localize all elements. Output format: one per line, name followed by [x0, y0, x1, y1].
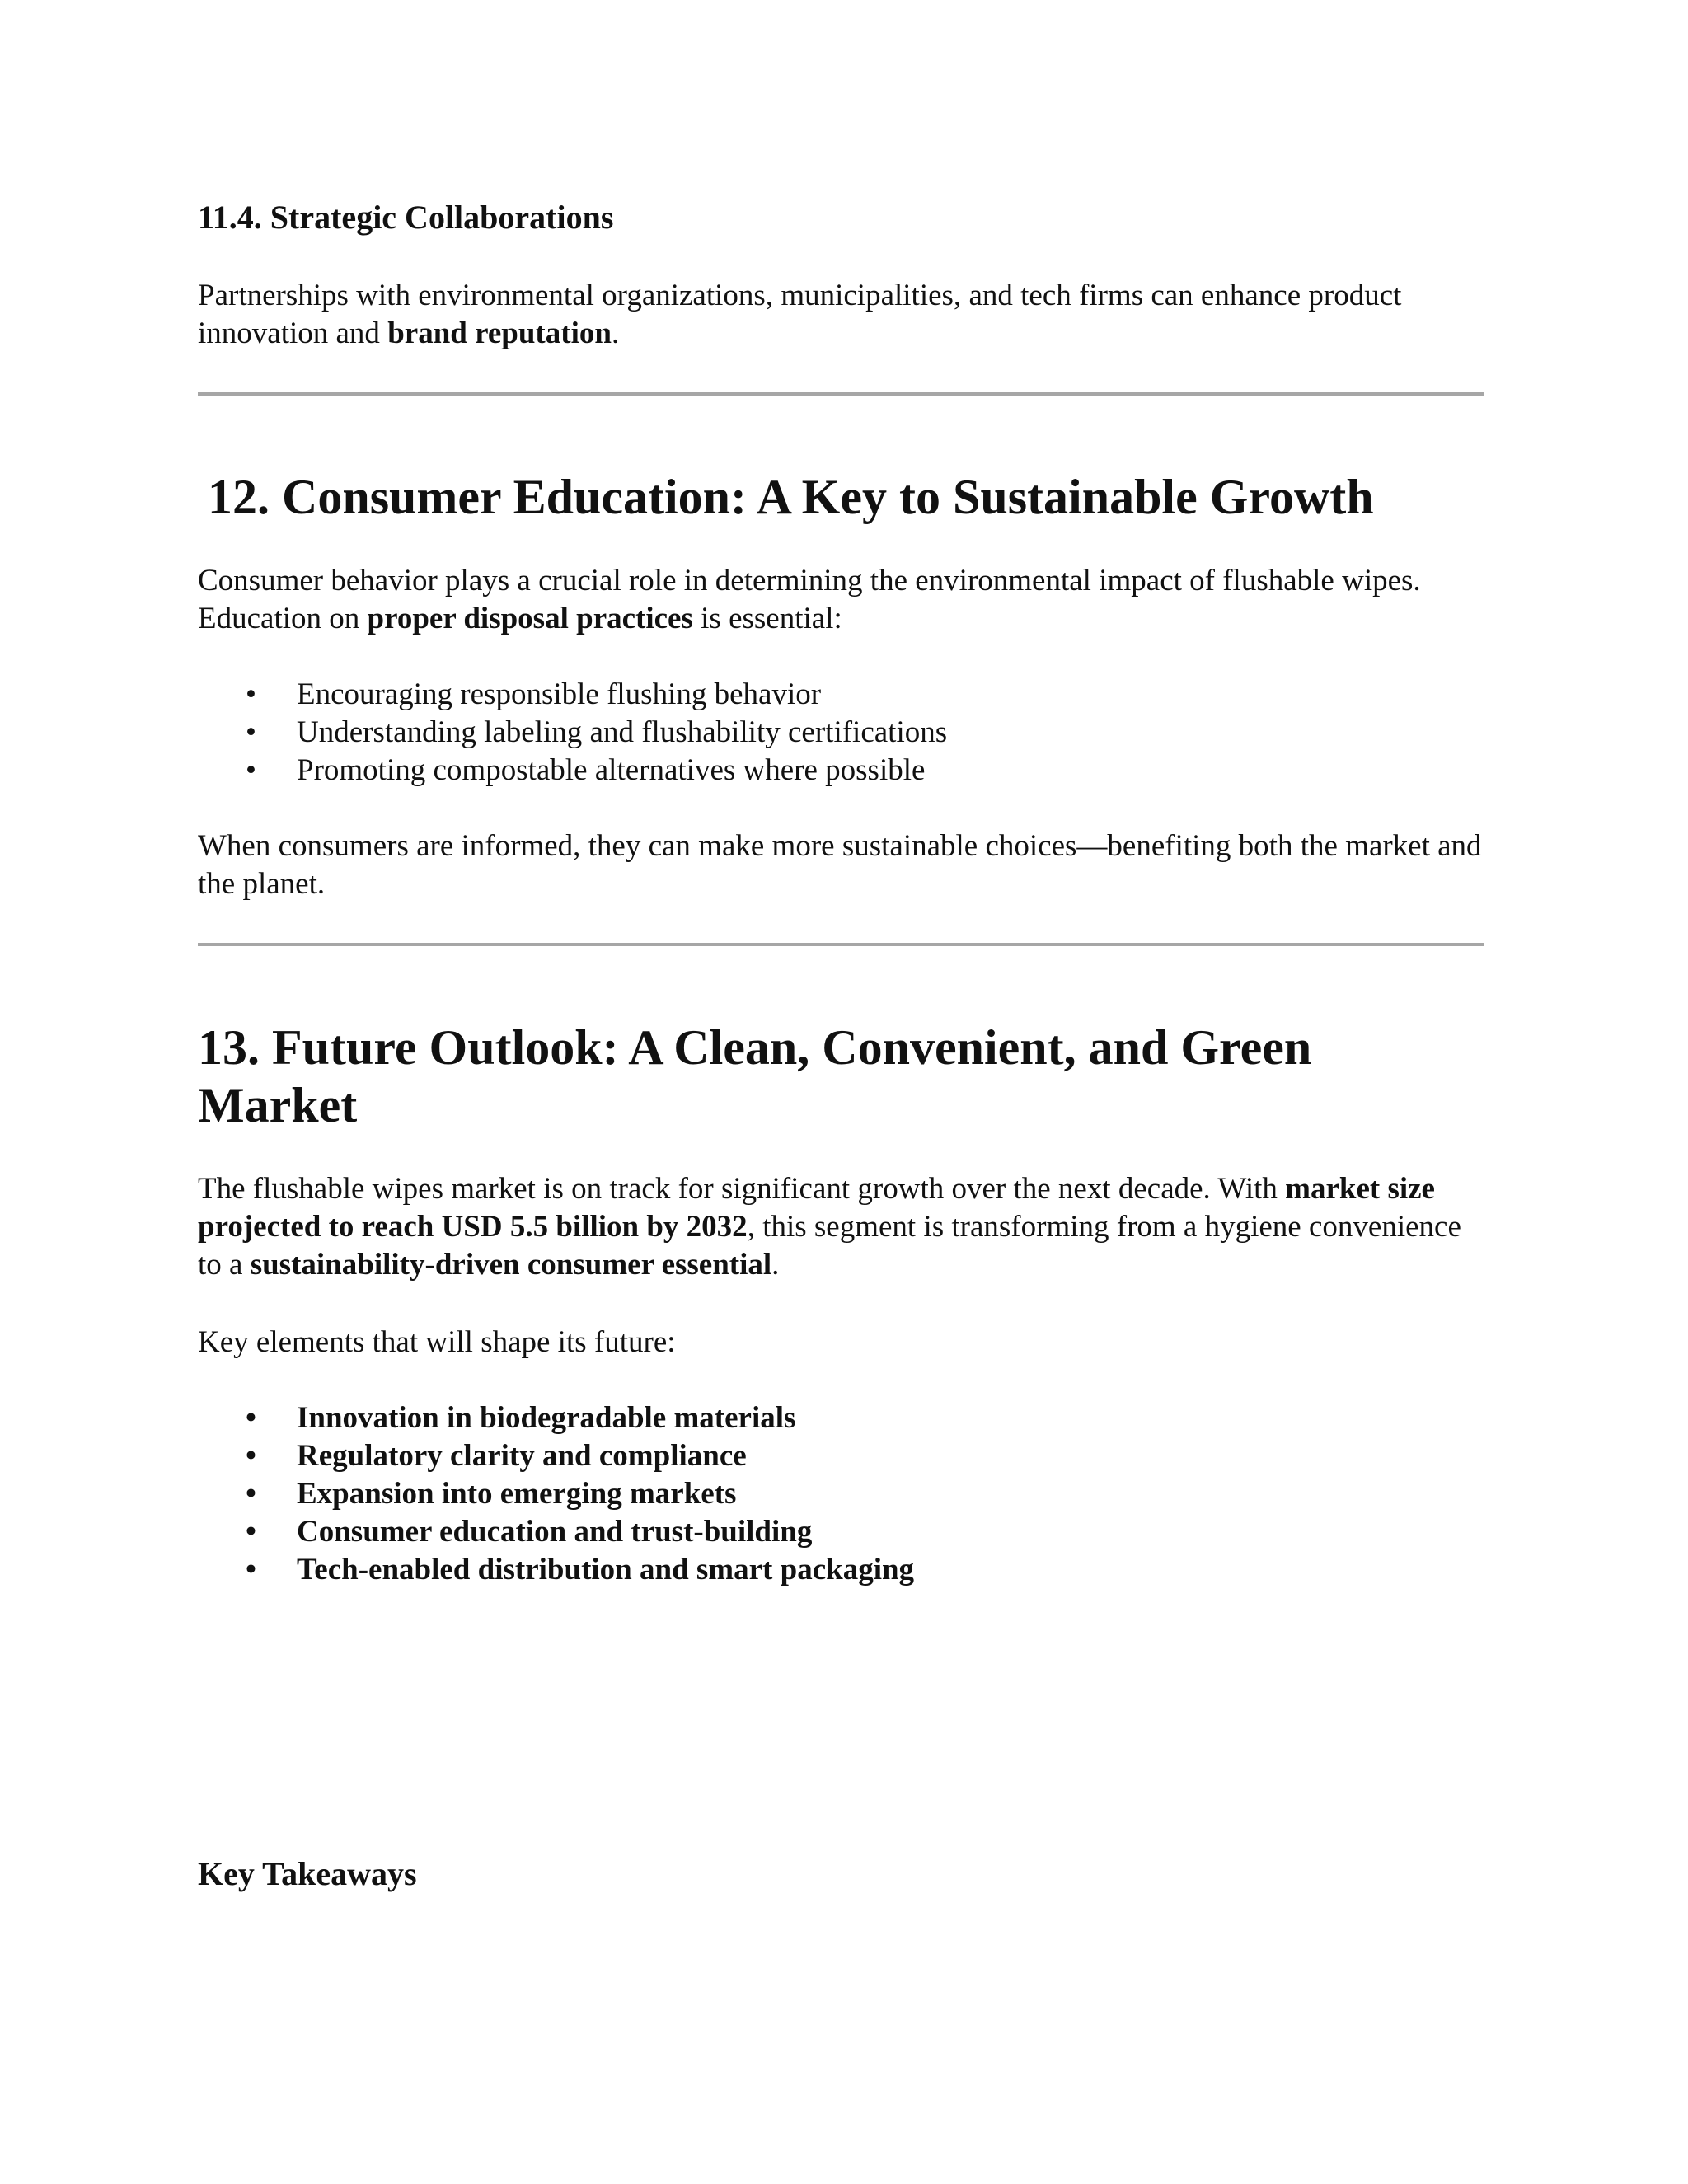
paragraph-text: . [611, 316, 620, 350]
list-item [198, 714, 1484, 752]
bullet-icon: • [246, 1515, 256, 1549]
list-item-text: Expansion into emerging markets [297, 1477, 737, 1511]
paragraph-text: . [771, 1248, 780, 1282]
paragraph-text: Consumer behavior plays a crucial role in determining the environmental impact of flushable wipes. Education on [198, 564, 1421, 635]
paragraph-text: Partnerships with environmental organizations, municipalities, and tech firms can enhance product innovation and [198, 279, 1402, 350]
list-item [198, 1437, 1484, 1475]
section-divider [198, 392, 1484, 396]
proper-disposal-emphasis: proper disposal practices [367, 602, 693, 635]
list-item-text: Consumer education and trust-building [297, 1515, 813, 1549]
paragraph-text: The flushable wipes market is on track for significant growth over the next decade. With [198, 1172, 1286, 1206]
consumer-essential-emphasis: sustainability-driven consumer essential [250, 1248, 772, 1282]
brand-reputation-emphasis: brand reputation [387, 316, 612, 350]
list-item-text: Understanding labeling and flushability certifications [297, 715, 948, 749]
section-divider [198, 943, 1484, 946]
bullet-icon: • [246, 753, 256, 787]
section-12-intro [198, 562, 1484, 638]
section-13-lead: Key elements that will shape its future: [198, 1325, 676, 1359]
paragraph-text: is essential: [692, 602, 842, 635]
list-item [198, 1475, 1484, 1513]
key-takeaways-heading: Key Takeaways [198, 1855, 417, 1892]
list-item [198, 1399, 1484, 1437]
bullet-icon: • [246, 1439, 256, 1473]
bullet-icon: • [246, 677, 256, 711]
bullet-icon: • [246, 1477, 256, 1511]
market-size-emphasis: market size projected to reach USD 5.5 billion by 2032 [198, 1172, 1435, 1244]
bullet-icon: • [246, 1553, 256, 1586]
list-item-text: Innovation in biodegradable materials [297, 1401, 796, 1435]
list-item-text: Promoting compostable alternatives where possible [297, 753, 926, 787]
paragraph-text: , this segment is transforming from a hygiene convenience to a [198, 1210, 1461, 1282]
section-13-paragraph [198, 1170, 1484, 1284]
section-13-bullet-list [198, 1399, 1484, 1589]
list-item [198, 1513, 1484, 1551]
bullet-icon: • [246, 715, 256, 749]
list-item [198, 1551, 1484, 1589]
section-12-closing: When consumers are informed, they can make more sustainable choices—benefiting both the market and the planet. [198, 829, 1482, 901]
list-item [198, 676, 1484, 714]
list-item [198, 752, 1484, 790]
bullet-icon: • [246, 1401, 256, 1435]
section-13-heading: 13. Future Outlook: A Clean, Convenient, and Green Market [198, 1020, 1312, 1132]
section-12-bullet-list [198, 676, 1484, 790]
list-item-text: Tech-enabled distribution and smart packaging [297, 1553, 915, 1586]
list-item-text: Encouraging responsible flushing behavior [297, 677, 822, 711]
section-12-heading: 12. Consumer Education: A Key to Sustainable Growth [208, 470, 1374, 524]
section-11-4-paragraph [198, 277, 1484, 353]
list-item-text: Regulatory clarity and compliance [297, 1439, 747, 1473]
section-11-4-heading: 11.4. Strategic Collaborations [198, 199, 614, 236]
